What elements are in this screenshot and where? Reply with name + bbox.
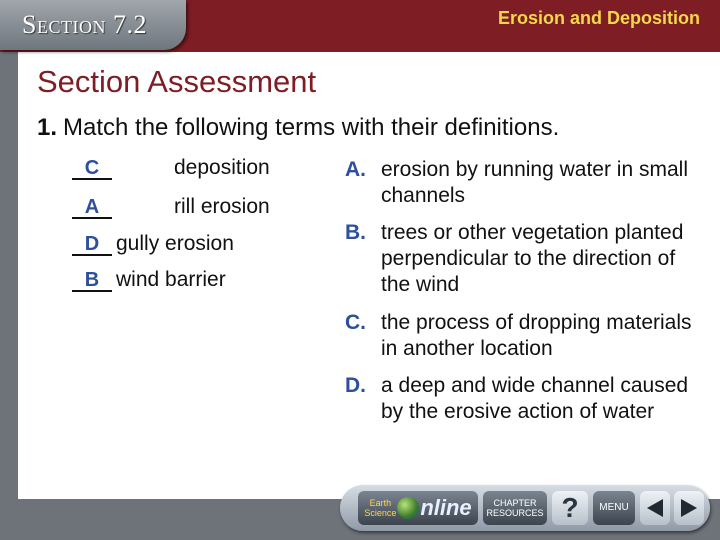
page-title: Section Assessment <box>37 64 317 99</box>
definition-item <box>345 373 700 425</box>
previous-button[interactable] <box>640 491 670 525</box>
lesson-title: Erosion and Deposition <box>497 8 700 28</box>
answer-blank: B <box>72 270 112 292</box>
answer-blank: A <box>72 197 112 219</box>
globe-icon <box>397 497 419 519</box>
navigation-bar <box>340 485 710 531</box>
term-label: gully erosion <box>116 232 234 255</box>
term-label: rill erosion <box>174 195 270 218</box>
definition-text: erosion by running water in small channels <box>381 158 688 207</box>
definition-item <box>345 220 700 298</box>
section-label: Section 7.2 <box>22 10 147 39</box>
definition-letter: D. <box>345 374 366 397</box>
triangle-left-icon <box>645 497 665 519</box>
chapter-resources-button[interactable] <box>483 491 547 525</box>
term-row <box>72 232 234 256</box>
definition-letter: C. <box>345 311 366 334</box>
definition-item <box>345 157 700 209</box>
definition-letter: A. <box>345 158 366 181</box>
help-icon: ? <box>561 492 579 523</box>
definition-text: trees or other vegetation planted perpendicular to the direction of the wind <box>381 221 684 296</box>
term-label: wind barrier <box>116 268 226 291</box>
definition-text: the process of dropping materials in another location <box>381 311 692 360</box>
menu-button[interactable] <box>593 491 635 525</box>
question-text: Match the following terms with their definitions. <box>63 114 560 141</box>
triangle-right-icon <box>679 497 699 519</box>
chapter-resources-label: CHAPTER RESOURCES <box>486 498 544 518</box>
question-number: 1. <box>37 114 58 141</box>
answer-blank: C <box>72 158 112 180</box>
definition-letter: B. <box>345 221 366 244</box>
earth-science-online-button[interactable] <box>358 491 478 525</box>
term-label: deposition <box>174 156 270 179</box>
definition-item <box>345 310 700 362</box>
definition-text: a deep and wide channel caused by the erosive action of water <box>381 374 689 423</box>
left-frame <box>0 52 18 540</box>
question <box>37 114 559 142</box>
section-tab <box>0 0 186 50</box>
term-row <box>72 268 226 292</box>
earth-science-label: Earth Science <box>364 498 397 518</box>
next-button[interactable] <box>674 491 704 525</box>
term-row <box>72 195 270 219</box>
answer-blank: D <box>72 234 112 256</box>
term-row <box>72 156 270 180</box>
menu-label: MENU <box>599 502 629 513</box>
online-label: nline <box>420 495 472 520</box>
help-button[interactable] <box>552 491 588 525</box>
